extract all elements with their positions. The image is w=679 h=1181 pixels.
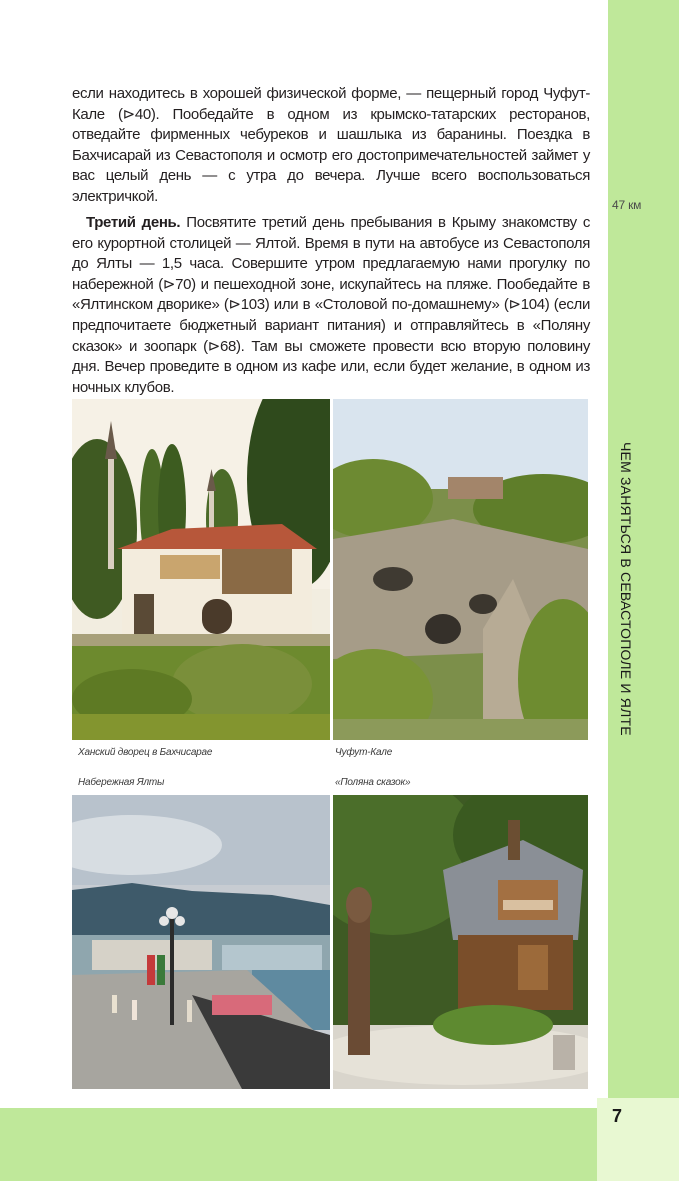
paragraph-1: если находитесь в хорошей физической форме, — пещерный город Чуфут-Кале (⊳40). Пообедайте в одном из крымско-татарских ресторанов, отведайте фирменных чебуреков и шашлыка из баранины. Поездка в Бахчисарай из Севастополя и осмотр его достопримечательностей займет у вас целый день — с утра до вечера. Лучше всего воспользоваться электричкой. [72,85,590,205]
photo-fairy-tale-glade [333,795,588,1089]
bottom-color-bar [0,1108,679,1181]
distance-marker: 47 км [612,198,642,212]
paragraph-2-heading: Третий день. [86,214,181,231]
paragraph-2-text: Посвятите третий день пребывания в Крыму знакомству с его курортной столицей — Ялтой. Время в пути на автобусе из Севастополя до Ялты — 1,5 часа. Совершите утром предлагаемую нами прогулку по набережной (⊳70) и пешеходной зоне, искупайтесь на пляже. Пообедайте в «Ялтинском дворике» (⊳103) или в «Столовой по-домашнему» (⊳104) (если предпочитаете бюджетный вариант питания) и отправляйтесь в «Поляну сказок» и зоопарк (⊳68). Там вы сможете провести всю вторую половину дня. Вечер проведите в одном из кафе или, если будет желание, в одном из ночных клубов. [72,214,590,396]
caption-chufut-kale: Чуфут-Кале [335,747,393,758]
page-number-box [597,1098,679,1181]
photo-chufut-kale [333,399,588,740]
photo-khans-palace [72,399,330,740]
photo-yalta-embankment [72,795,330,1089]
caption-yalta-embankment: Набережная Ялты [78,777,165,788]
paragraph-2 [72,213,590,398]
caption-khans-palace: Ханский дворец в Бахчисарае [78,747,213,758]
section-title: ЧЕМ ЗАНЯТЬСЯ В СЕВАСТОПОЛЕ И ЯЛТЕ [618,442,634,736]
page-number: 7 [612,1106,623,1126]
caption-fairy-tale-glade: «Поляна сказок» [335,777,411,788]
